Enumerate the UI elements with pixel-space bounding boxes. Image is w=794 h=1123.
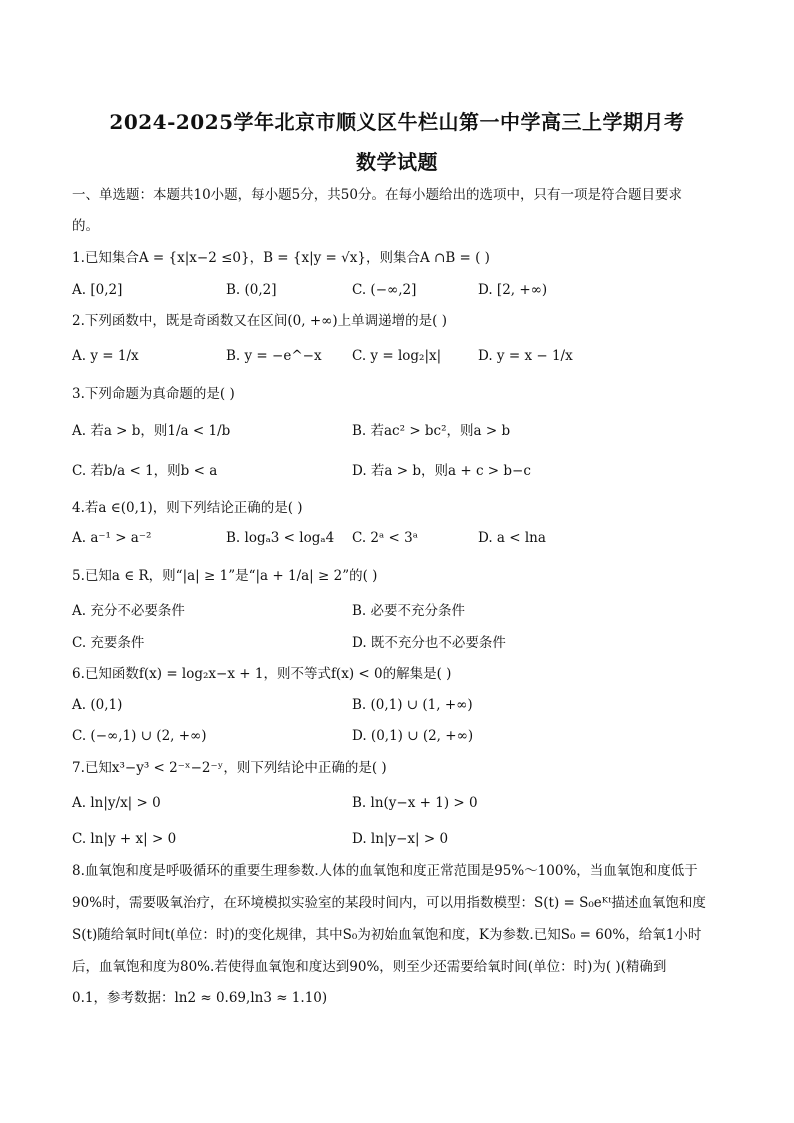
question-1-option-a: A. [0,2] bbox=[72, 282, 123, 298]
question-3-stem: 3.下列命题为真命题的是( ) bbox=[72, 386, 235, 402]
question-4-stem: 4.若a ∈(0,1)，则下列结论正确的是( ) bbox=[72, 500, 303, 516]
question-7-option-a: A. ln|y/x| > 0 bbox=[72, 795, 161, 811]
question-3-option-d: D. 若a > b，则a + c > b−c bbox=[352, 463, 531, 479]
question-7-option-c: C. ln|y + x| > 0 bbox=[72, 831, 177, 847]
question-4-option-c: C. 2ᵃ < 3ᵃ bbox=[352, 530, 418, 546]
question-8-stem-line-1: 8.血氧饱和度是呼吸循环的重要生理参数.人体的血氧饱和度正常范围是95%～100%，当血氧饱和度低于 bbox=[72, 863, 698, 879]
question-2-option-a: A. y = 1/x bbox=[72, 348, 139, 364]
question-2-stem: 2.下列函数中，既是奇函数又在区间(0, +∞)上单调递增的是( ) bbox=[72, 313, 447, 329]
question-5-option-a: A. 充分不必要条件 bbox=[72, 603, 185, 619]
question-1-option-c: C. (−∞,2] bbox=[352, 282, 417, 298]
question-6-option-b: B. (0,1) ∪ (1, +∞) bbox=[352, 697, 473, 713]
question-7-option-b: B. ln(y−x + 1) > 0 bbox=[352, 795, 478, 811]
question-2-option-b: B. y = −e^−x bbox=[226, 348, 322, 364]
exam-title: 2024-2025学年北京市顺义区牛栏山第一中学高三上学期月考 bbox=[109, 110, 685, 134]
question-1-stem: 1.已知集合A = {x|x−2 ≤0}，B = {x|y = √x}，则集合A ∩B = ( ) bbox=[72, 250, 490, 266]
question-6-option-d: D. (0,1) ∪ (2, +∞) bbox=[352, 728, 474, 744]
exam-subtitle: 数学试题 bbox=[356, 150, 438, 174]
question-1-option-d: D. [2, +∞) bbox=[478, 282, 548, 298]
question-3-option-a: A. 若a > b，则1/a < 1/b bbox=[72, 423, 231, 439]
question-3-option-b: B. 若ac² > bc²，则a > b bbox=[352, 423, 511, 439]
section-instruction-line-1: 一、单选题：本题共10小题，每小题5分，共50分。在每小题给出的选项中，只有一项是符合题目要求 bbox=[72, 187, 682, 203]
question-7-option-d: D. ln|y−x| > 0 bbox=[352, 831, 449, 847]
question-4-option-b: B. logₐ3 < logₐ4 bbox=[226, 530, 335, 546]
question-8-stem-line-5: 0.1，参考数据：ln2 ≈ 0.69,ln3 ≈ 1.10) bbox=[72, 990, 328, 1006]
question-4-option-a: A. a⁻¹ > a⁻² bbox=[72, 530, 152, 546]
question-8-stem-line-2: 90%时，需要吸氧治疗，在环境模拟实验室的某段时间内，可以用指数模型：S(t) = S₀eᴷᵗ描述血氧饱和度 bbox=[72, 895, 706, 911]
question-6-option-a: A. (0,1) bbox=[72, 697, 123, 713]
question-8-stem-line-4: 后，血氧饱和度为80%.若使得血氧饱和度达到90%，则至少还需要给氧时间(单位：时)为( )(精确到 bbox=[72, 959, 667, 975]
question-5-stem: 5.已知a ∈ R，则“|a| ≥ 1”是“|a + 1/a| ≥ 2”的( ) bbox=[72, 568, 378, 584]
question-6-stem: 6.已知函数f(x) = log₂x−x + 1，则不等式f(x) < 0的解集是( ) bbox=[72, 666, 452, 682]
question-5-option-b: B. 必要不充分条件 bbox=[352, 603, 466, 619]
question-1-option-b: B. (0,2] bbox=[226, 282, 277, 298]
question-2-option-c: C. y = log₂|x| bbox=[352, 348, 442, 364]
question-5-option-c: C. 充要条件 bbox=[72, 635, 145, 651]
section-instruction-line-2: 的。 bbox=[72, 218, 99, 234]
question-2-option-d: D. y = x − 1/x bbox=[478, 348, 573, 364]
question-6-option-c: C. (−∞,1) ∪ (2, +∞) bbox=[72, 728, 207, 744]
question-8-stem-line-3: S(t)随给氧时间t(单位：时)的变化规律，其中S₀为初始血氧饱和度，K为参数.已知S₀ = 60%，给氧1小时 bbox=[72, 927, 702, 943]
question-7-stem: 7.已知x³−y³ < 2⁻ˣ−2⁻ʸ，则下列结论中正确的是( ) bbox=[72, 760, 387, 776]
question-5-option-d: D. 既不充分也不必要条件 bbox=[352, 635, 506, 651]
question-4-option-d: D. a < lna bbox=[478, 530, 546, 546]
question-3-option-c: C. 若b/a < 1，则b < a bbox=[72, 463, 218, 479]
